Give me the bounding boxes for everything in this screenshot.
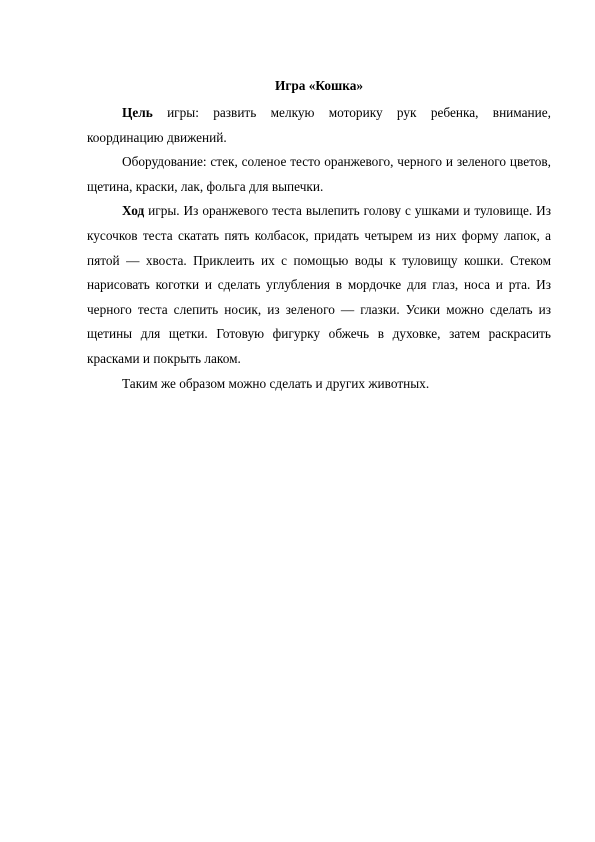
document-body bbox=[87, 74, 551, 396]
equipment-paragraph: Оборудование: стек, соленое тесто оранжевого, черного и зеленого цветов, щетина, краски, лак, фольга для выпечки. bbox=[87, 154, 551, 194]
procedure-paragraph bbox=[87, 199, 551, 371]
closing-paragraph: Таким же образом можно сделать и других животных. bbox=[122, 375, 430, 391]
procedure-text: игры. Из оранжевого теста вылепить голову с ушками и туловище. Из кусочков теста скатать пять колбасок, придать четырем из них форму лапок, а пятой — хвоста. Приклеить их с помощью воды к туловищу кошки. Стеком нарисовать коготки и сделать углубления в мордочке для глаз, носа и рта. Из черного теста слепить носик, из зеленого — глазки. Усики можно сделать из щетины для щетки. Готовую фигурку обжечь в духовке, затем раскрасить красками и покрыть лаком. bbox=[87, 203, 551, 366]
goal-label: Цель bbox=[122, 105, 153, 120]
goal-paragraph bbox=[87, 101, 551, 150]
document-title: Игра «Кошка» bbox=[274, 78, 363, 93]
goal-text: игры: развить мелкую моторику рук ребенка, внимание, координацию движений. bbox=[87, 105, 551, 145]
procedure-label: Ход bbox=[122, 203, 145, 219]
